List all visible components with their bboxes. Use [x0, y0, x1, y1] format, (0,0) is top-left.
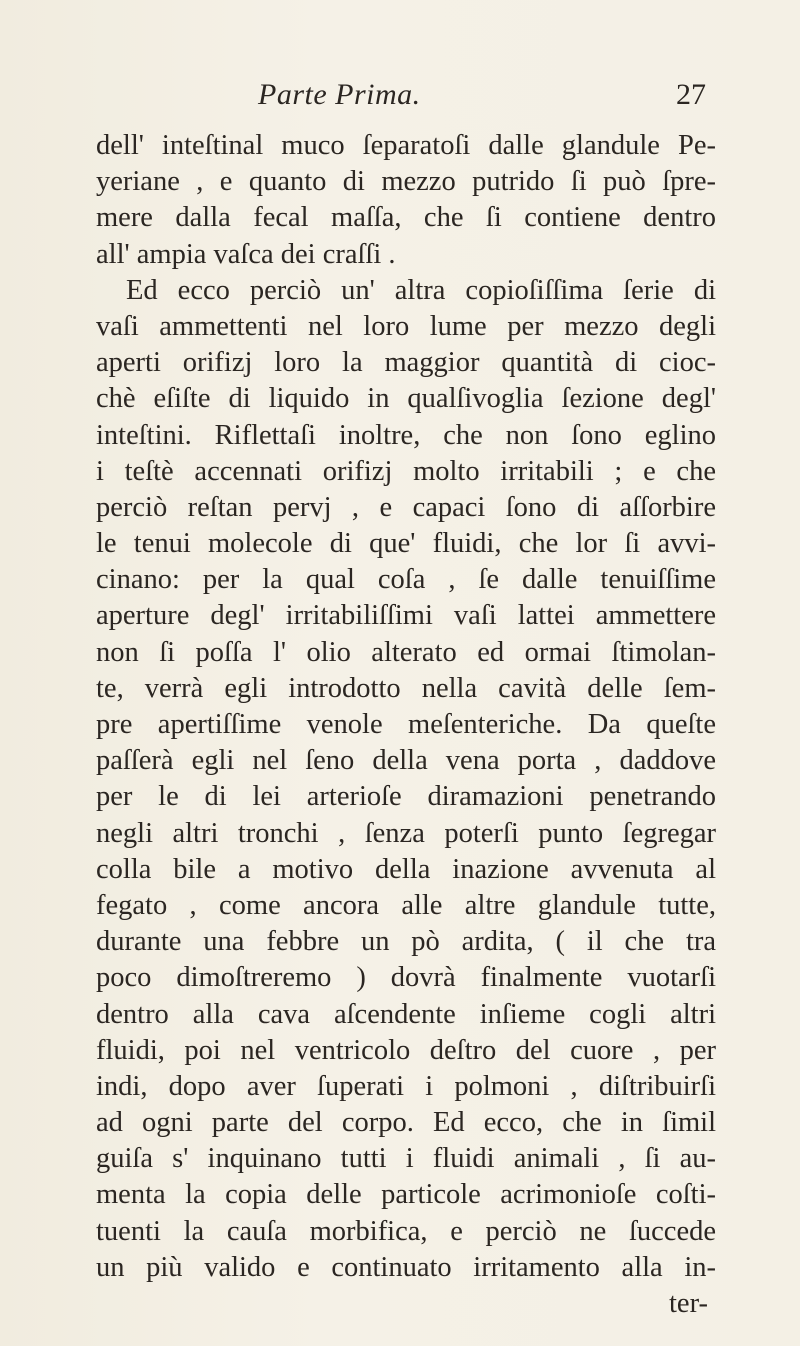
text-line: mere dalla fecal maſſa, che ſi contiene dentro: [96, 202, 716, 234]
text-line: per le di lei arterioſe diramazioni penetrando: [96, 781, 716, 813]
text-line: negli altri tronchi , ſenza poterſi punto ſegregar: [96, 817, 716, 849]
text-line: vaſi ammettenti nel loro lume per mezzo degli: [96, 310, 716, 342]
running-head: [0, 78, 800, 118]
text-line: yeriane , e quanto di mezzo putrido ſi può ſpre-: [96, 166, 716, 198]
text-line: Ed ecco perciò un' altra copioſiſſima ſerie di: [126, 274, 716, 306]
page-number: 27: [676, 78, 706, 111]
text-line: non ſi poſſa l' olio alterato ed ormai ſtimolan-: [96, 636, 716, 668]
text-line: te, verrà egli introdotto nella cavità delle ſem-: [96, 672, 716, 704]
text-line: indi, dopo aver ſuperati i polmoni , diſtribuirſi: [96, 1070, 716, 1102]
text-line: colla bile a motivo della inazione avvenuta al: [96, 853, 716, 885]
text-line: le tenui molecole di que' fluidi, che lor ſi avvi-: [96, 528, 716, 560]
text-line: aperture degl' irritabiliſſimi vaſi lattei ammettere: [96, 600, 716, 632]
text-line: durante una febbre un pò ardita, ( il che tra: [96, 926, 716, 958]
text-line: aperti orifizj loro la maggior quantità di cioc-: [96, 347, 716, 379]
text-line: guiſa s' inquinano tutti i fluidi animali , ſi au-: [96, 1143, 716, 1175]
running-title: Parte Prima.: [258, 78, 421, 111]
text-line: inteſtini. Riflettaſi inoltre, che non ſono eglino: [96, 419, 716, 451]
text-line: fluidi, poi nel ventricolo deſtro del cuore , per: [96, 1034, 716, 1066]
text-line: perciò reſtan pervj , e capaci ſono di aſſorbire: [96, 491, 716, 523]
text-line: all' ampia vaſca dei craſſi .: [96, 238, 396, 270]
text-line: chè eſiſte di liquido in qualſivoglia ſezione degl': [96, 383, 716, 415]
text-line: paſſerà egli nel ſeno della vena porta , daddove: [96, 745, 716, 777]
text-line: cinano: per la qual coſa , ſe dalle tenuiſſime: [96, 564, 716, 596]
text-line: poco dimoſtreremo ) dovrà finalmente vuotarſi: [96, 962, 716, 994]
text-line: un più valido e continuato irritamento alla in-: [96, 1251, 716, 1283]
body-text: [96, 128, 716, 1322]
text-line: i teſtè accennati orifizj molto irritabili ; e che: [96, 455, 716, 487]
text-line: ad ogni parte del corpo. Ed ecco, che in ſimil: [96, 1107, 716, 1139]
text-line: fegato , come ancora alle altre glandule tutte,: [96, 889, 716, 921]
text-line: menta la copia delle particole acrimonioſe coſti-: [96, 1179, 716, 1211]
text-line: dell' inteſtinal muco ſeparatoſi dalle glandule Pe-: [96, 130, 716, 161]
text-line: dentro alla cava aſcendente inſieme cogli altri: [96, 998, 716, 1030]
text-line: pre apertiſſime venole meſenteriche. Da queſte: [96, 709, 716, 740]
catchword: ter-: [669, 1288, 708, 1319]
text-line: tuenti la cauſa morbifica, e perciò ne ſuccede: [96, 1215, 716, 1247]
